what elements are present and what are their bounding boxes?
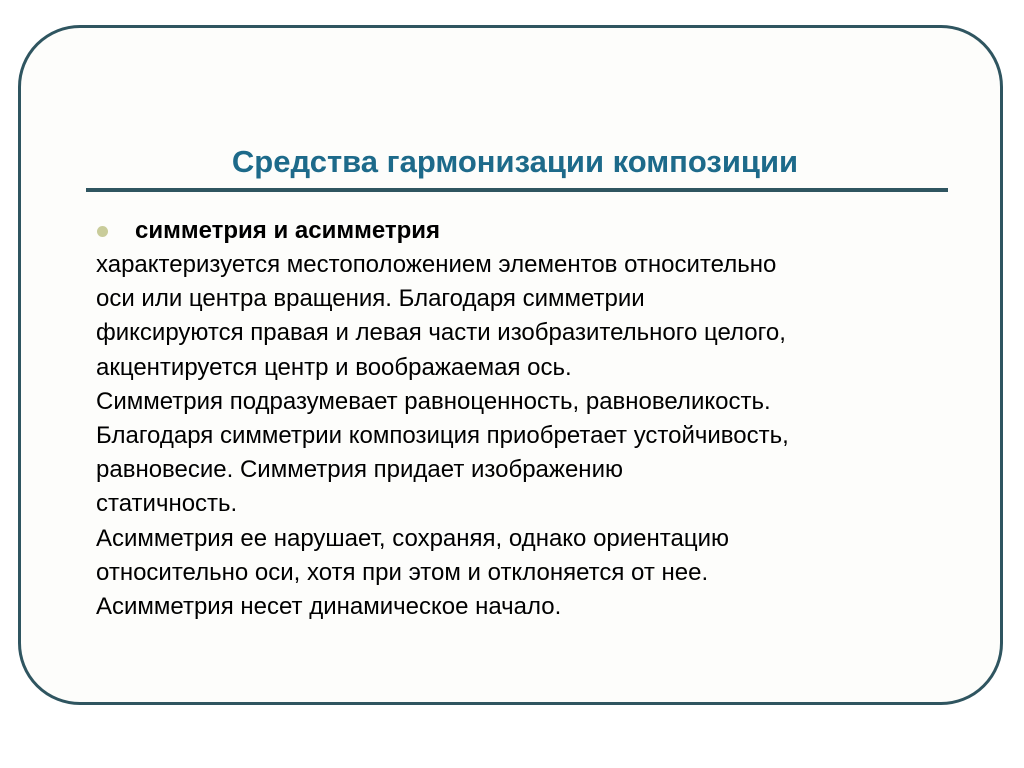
body-text — [96, 248, 996, 624]
body-line: Благодаря симметрии композиция приобретает устойчивость, — [96, 422, 789, 450]
body-line: Асимметрия ее нарушает, сохраняя, однако ориентацию — [96, 524, 729, 552]
body-line: акцентируется центр и воображаемая ось. — [96, 353, 572, 381]
bullet-dot-icon — [97, 226, 108, 237]
bullet-label: симметрия и асимметрия — [135, 217, 441, 244]
body-line: статичность. — [96, 490, 238, 518]
bullet-item — [97, 214, 440, 248]
slide-title: Средства гармонизации композиции — [231, 144, 799, 179]
body-line: относительно оси, хотя при этом и отклоняется от нее. — [96, 558, 709, 586]
body-line: фиксируются правая и левая части изобразительного целого, — [96, 319, 786, 347]
body-line: равновесие. Симметрия придает изображению — [96, 456, 623, 484]
body-line: Симметрия подразумевает равноценность, равновеликость. — [96, 387, 771, 415]
body-line: характеризуется местоположением элементов относительно — [96, 251, 777, 278]
title-divider — [86, 188, 948, 192]
body-line: оси или центра вращения. Благодаря симметрии — [96, 285, 645, 313]
body-line: Асимметрия несет динамическое начало. — [96, 593, 562, 621]
